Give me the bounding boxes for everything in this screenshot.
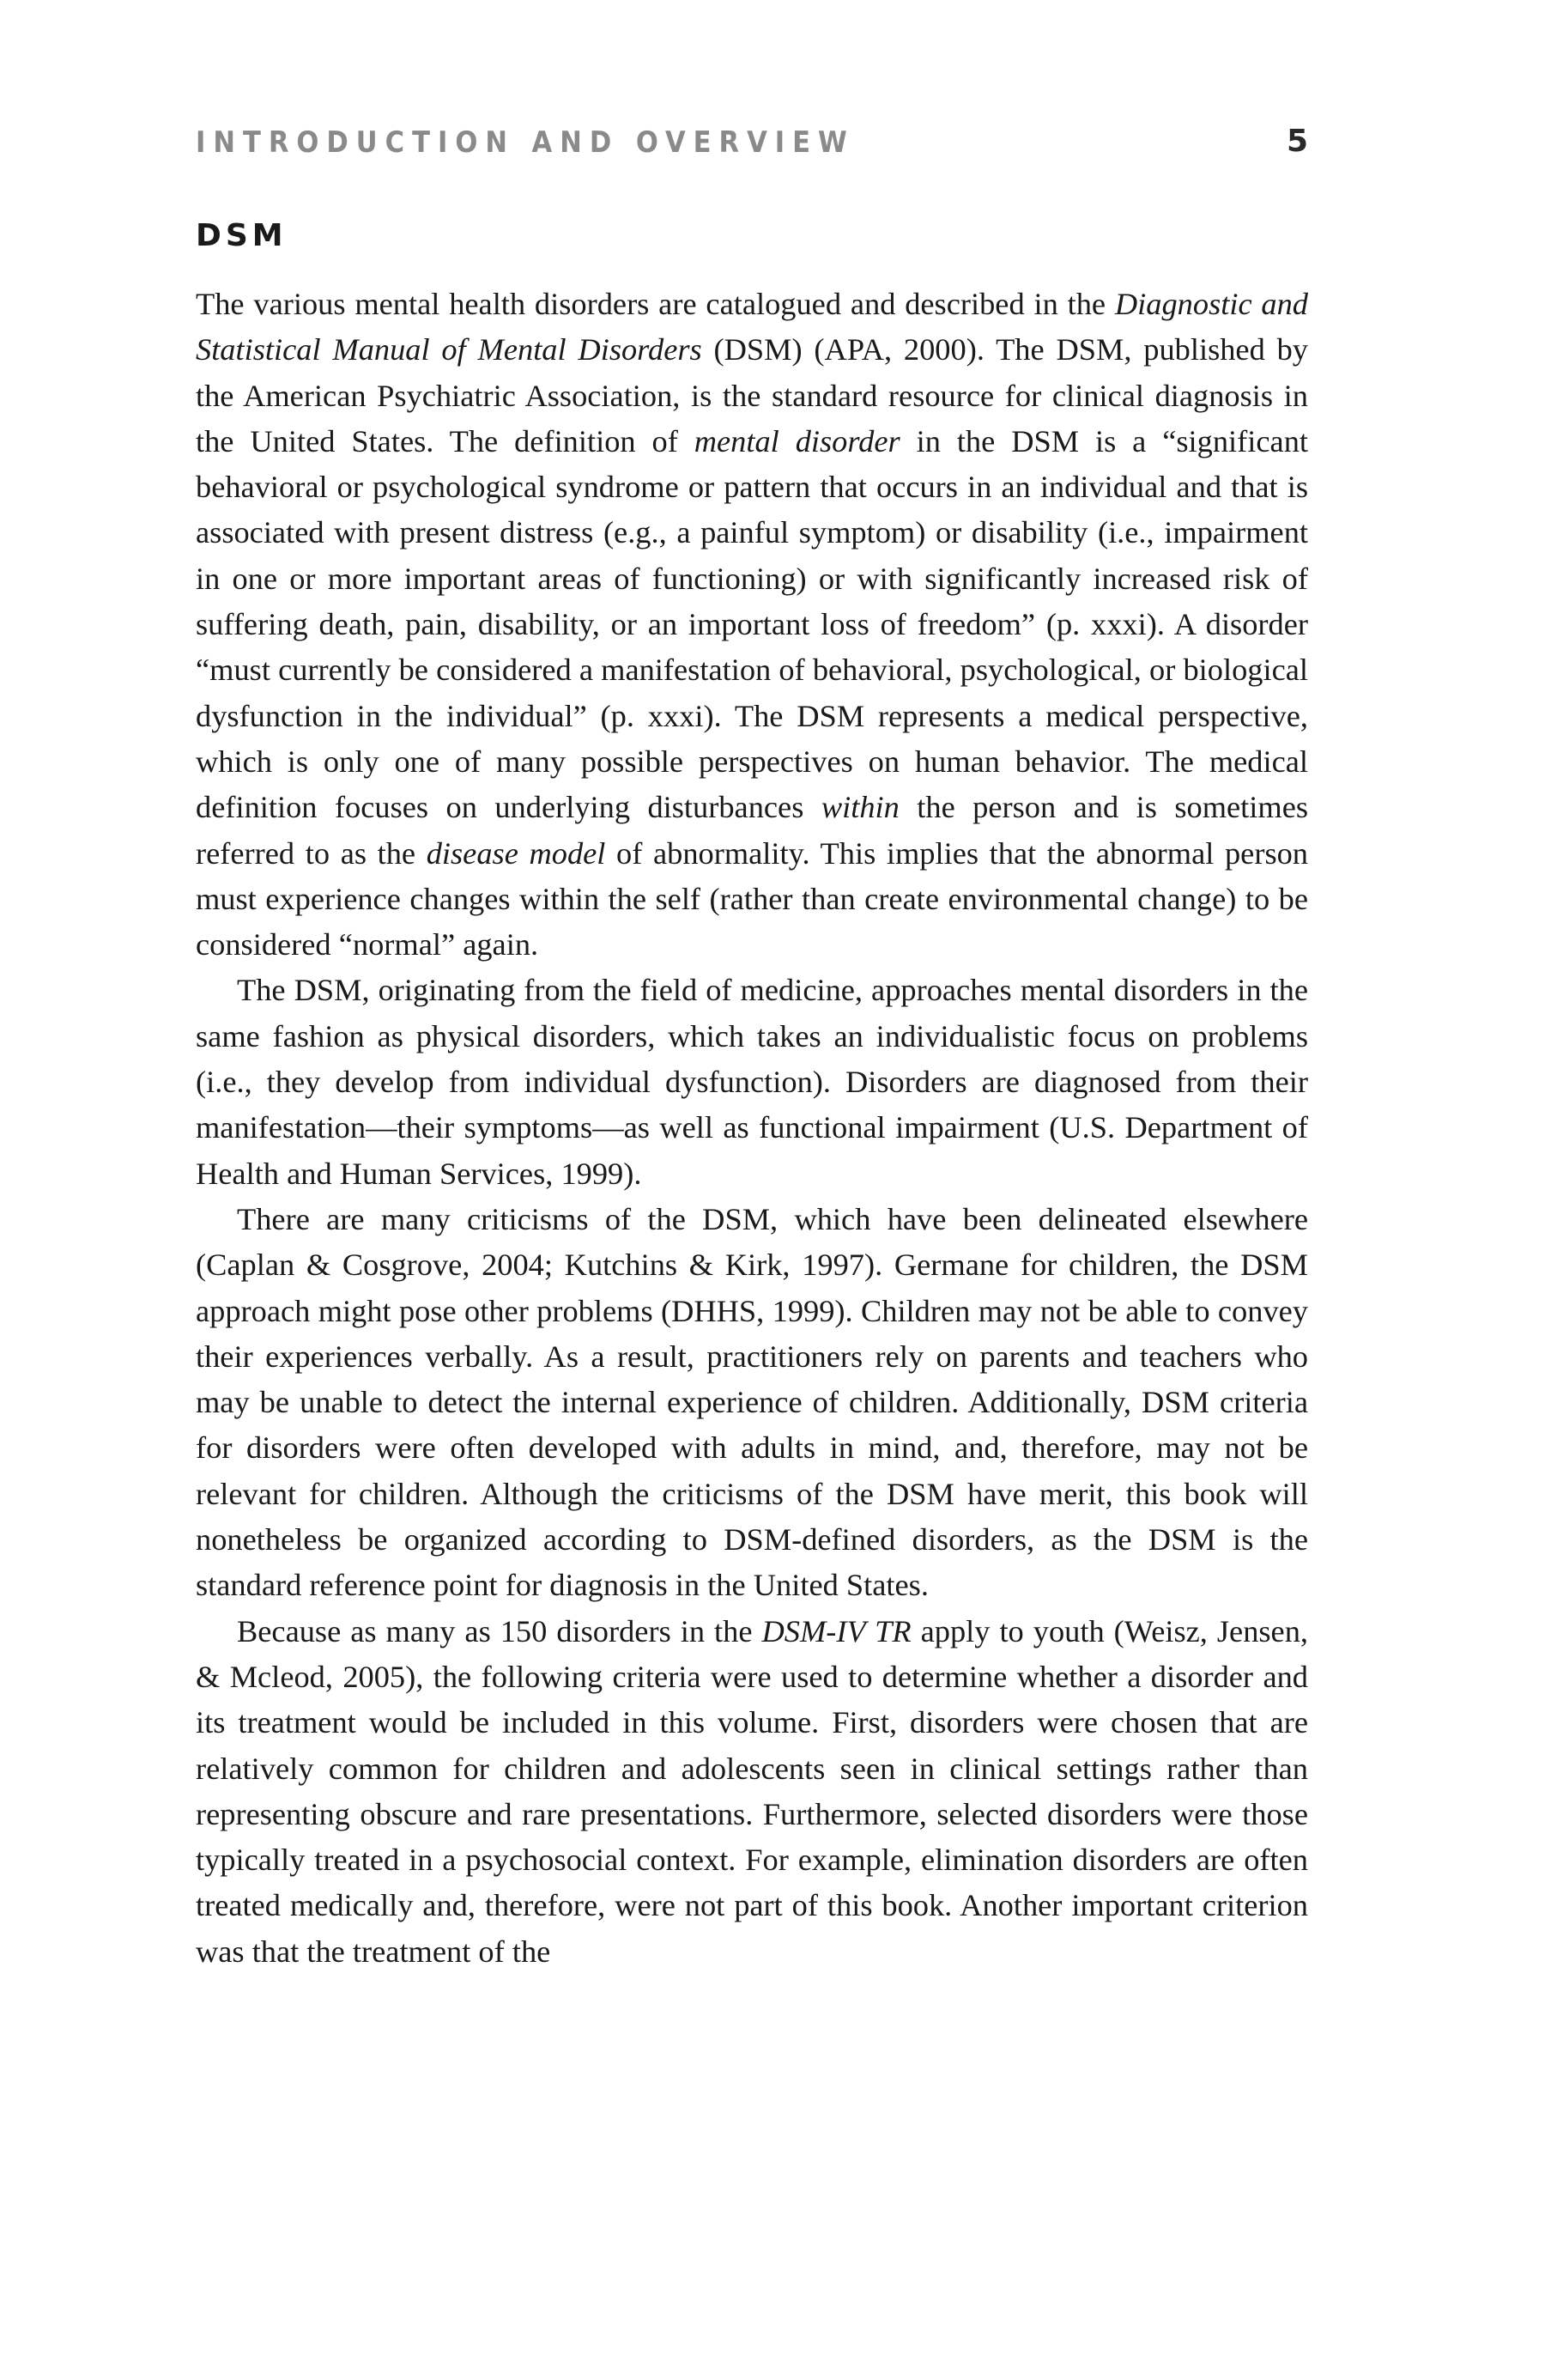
text-run: in the DSM is a “significant behavioral or psychological syndrome or pattern that occurs in an individual and that is associated with present distress (e.g., a painful symptom) or disability (i.e., impairment in one or more important areas of functioning) or with significantly increased risk of suffering death, pain, disability, or an important loss of freedom” (p. xxxi). A disorder “must currently be considered a manifestation of behavioral, psychological, or biological dysfunction in the individual” (p. xxxi). The DSM represents a medical perspective, which is only one of many possible perspectives on human behavior. The medical definition focuses on underlying disturbances [196, 423, 1308, 825]
text-run: The various mental health disorders are catalogued and described in the [196, 287, 1115, 321]
italic-term: Diagnostic and Statistical Manual of Mental Disorders [196, 287, 1309, 367]
italic-term: disease model [426, 835, 606, 871]
text-run: the person and is sometimes referred to as the [196, 790, 1309, 871]
body-text [196, 282, 1308, 1975]
text-run: (DSM) (APA, 2000). The DSM, published by the American Psychiatric Association, is the standard resource for clinical diagnosis in the United States. The definition of [196, 332, 1308, 458]
page-number: 5 [1286, 124, 1308, 159]
text-run: There are many criticisms of the DSM, which have been delineated elsewhere (Caplan & Cosgrove, 2004; Kutchins & Kirk, 1997). Germane for children, the DSM approach might pose other problems (DHHS, 1999). Children may not be able to convey their experiences verbally. As a result, practitioners rely on parents and teachers who may be unable to detect the internal experience of children. Additionally, DSM criteria for disorders were often developed with adults in mind, and, therefore, may not be relevant for children. Although the criticisms of the DSM have merit, this book will nonetheless be organized according to DSM-defined disorders, as the DSM is the standard reference point for diagnosis in the United States. [196, 1201, 1308, 1603]
paragraph-3 [196, 1197, 1308, 1609]
section-heading: DSM [196, 218, 288, 253]
text-run: apply to youth (Weisz, Jensen, & Mcleod, 2005), the following criteria were used to determine whether a disorder and its treatment would be included in this volume. First, disorders were chosen that are relatively common for children and adolescents seen in clinical settings rather than representing obscure and rare presentations. Furthermore, selected disorders were those typically treated in a psychosocial context. For example, elimination disorders are often treated medically and, therefore, were not part of this book. Another important criterion was that the treatment of the [196, 1613, 1308, 1969]
running-head [196, 125, 1308, 167]
text-run: of abnormality. This implies that the abnormal person must experience changes within the self (rather than create environmental change) to be considered “normal” again. [196, 835, 1308, 962]
paragraph-1 [196, 282, 1308, 968]
italic-term: mental disorder [694, 423, 900, 458]
text-run: Because as many as 150 disorders in the [237, 1613, 762, 1648]
italic-term: DSM-IV TR [761, 1613, 912, 1648]
running-title: INTRODUCTION AND OVERVIEW [196, 125, 855, 160]
text-run: The DSM, originating from the field of medicine, approaches mental disorders in the same fashion as physical disorders, which takes an individualistic focus on problems (i.e., they develop from individual dysfunction). Disorders are diagnosed from their manifestation—their symptoms—as well as functional impairment (U.S. Department of Health and Human Services, 1999). [196, 973, 1308, 1191]
paragraph-4 [196, 1609, 1308, 1975]
paragraph-2 [196, 968, 1308, 1196]
italic-term: within [821, 790, 900, 825]
